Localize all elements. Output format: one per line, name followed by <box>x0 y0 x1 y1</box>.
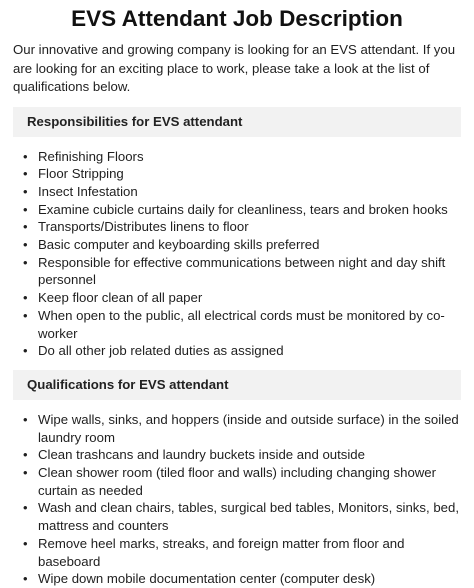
list-item-text: Refinishing Floors <box>38 148 144 164</box>
qualifications-heading: Qualifications for EVS attendant <box>13 370 461 400</box>
bullet-icon: • <box>23 447 28 463</box>
bullet-icon: • <box>23 183 28 199</box>
list-item-text: Examine cubicle curtains daily for cleanliness, tears and broken hooks <box>38 201 448 217</box>
list-item <box>23 307 461 342</box>
qualifications-list <box>13 411 461 588</box>
bullet-icon: • <box>23 411 28 427</box>
list-item <box>23 201 461 219</box>
list-item-text: When open to the public, all electrical cords must be monitored by co-worker <box>38 307 445 341</box>
list-item <box>23 411 461 446</box>
list-item-text: Keep floor clean of all paper <box>38 290 203 306</box>
list-item <box>23 342 461 360</box>
list-item-text: Basic computer and keyboarding skills preferred <box>38 237 320 253</box>
intro-paragraph: Our innovative and growing company is looking for an EVS attendant. If you are looking for an exciting place to work, please take a look at the list of qualifications below. <box>13 42 456 94</box>
list-item-text: Responsible for effective communications between night and day shift personnel <box>38 254 446 288</box>
list-item <box>23 446 461 464</box>
list-item <box>23 535 461 570</box>
list-item-text: Transports/Distributes linens to floor <box>38 219 249 235</box>
bullet-icon: • <box>23 535 28 551</box>
bullet-icon: • <box>23 290 28 306</box>
list-item-text: Clean trashcans and laundry buckets inside and outside <box>38 447 365 463</box>
bullet-icon: • <box>23 343 28 359</box>
page-title: EVS Attendant Job Description <box>71 6 403 31</box>
list-item <box>23 148 461 166</box>
list-item <box>23 499 461 534</box>
bullet-icon: • <box>23 219 28 235</box>
list-item-text: Clean shower room (tiled floor and walls) including changing shower curtain as needed <box>38 465 437 498</box>
bullet-icon: • <box>23 166 28 182</box>
list-item <box>23 254 461 289</box>
list-item-text: Floor Stripping <box>38 166 124 182</box>
list-item-text: Insect Infestation <box>38 183 138 199</box>
bullet-icon: • <box>23 571 28 587</box>
list-item-text: Wipe down mobile documentation center (computer desk) <box>38 571 376 587</box>
bullet-icon: • <box>23 237 28 253</box>
bullet-icon: • <box>23 307 28 323</box>
list-item-text: Wash and clean chairs, tables, surgical bed tables, Monitors, sinks, bed, mattress and counters <box>38 500 459 534</box>
list-item <box>23 165 461 183</box>
bullet-icon: • <box>23 148 28 164</box>
list-item <box>23 570 461 588</box>
bullet-icon: • <box>23 500 28 516</box>
list-item-text: Do all other job related duties as assigned <box>38 343 284 359</box>
list-item <box>23 218 461 236</box>
bullet-icon: • <box>23 201 28 217</box>
list-item <box>23 183 461 201</box>
bullet-icon: • <box>23 465 28 481</box>
responsibilities-list <box>13 148 461 360</box>
responsibilities-heading: Responsibilities for EVS attendant <box>13 107 461 137</box>
list-item <box>23 289 461 307</box>
list-item <box>23 464 461 499</box>
bullet-icon: • <box>23 254 28 270</box>
list-item-text: Remove heel marks, streaks, and foreign matter from floor and baseboard <box>38 535 405 569</box>
list-item-text: Wipe walls, sinks, and hoppers (inside and outside surface) in the soiled laundry room <box>38 411 459 445</box>
list-item <box>23 236 461 254</box>
